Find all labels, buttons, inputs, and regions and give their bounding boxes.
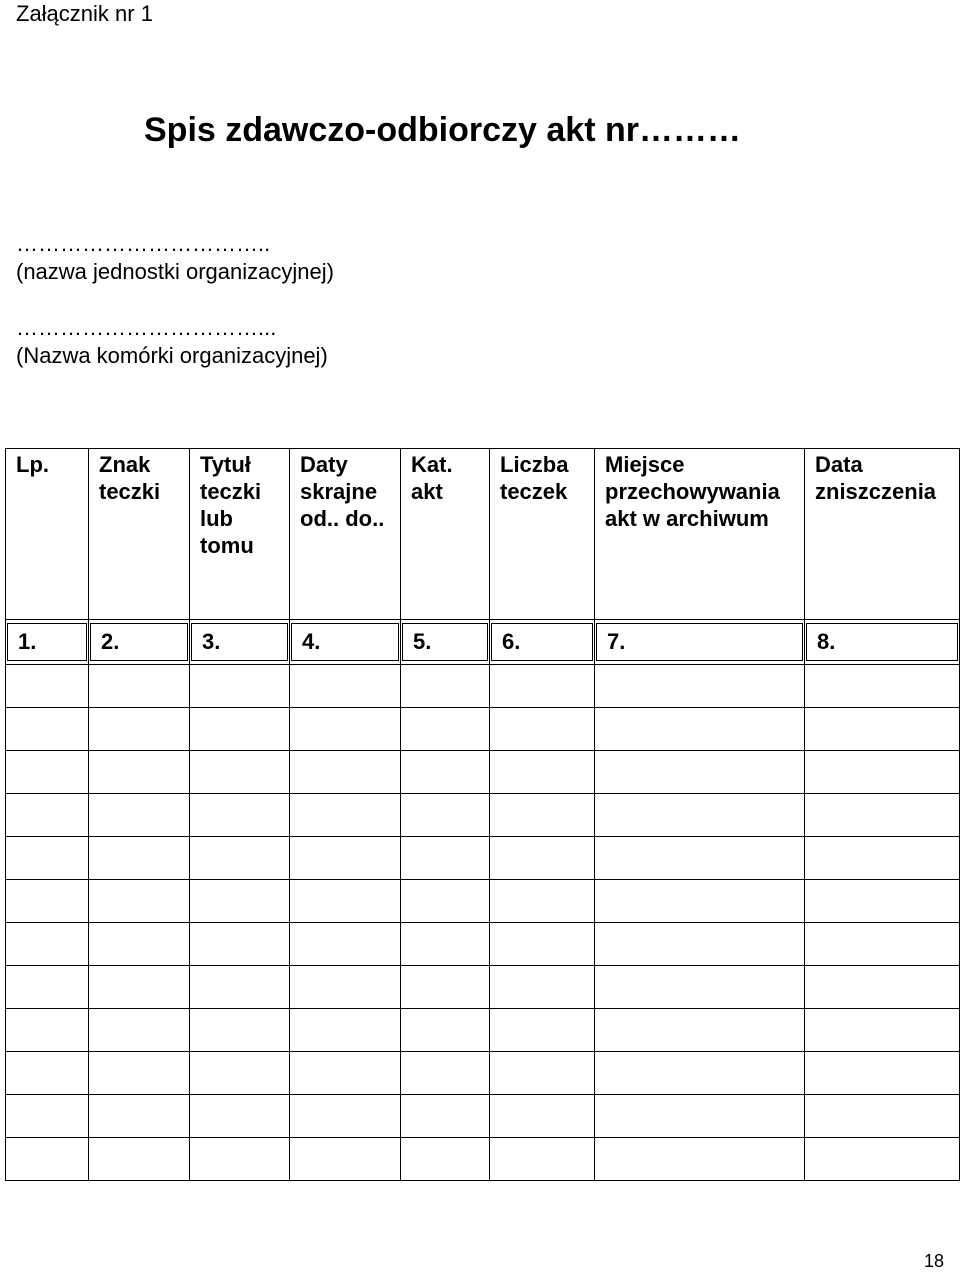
table-cell[interactable] [290,751,401,794]
table-cell[interactable] [490,751,595,794]
table-cell[interactable] [490,1095,595,1138]
table-cell[interactable] [190,1052,290,1095]
table-cell[interactable] [190,923,290,966]
column-number: 3. [191,623,288,661]
table-header-row [6,449,960,620]
table-cell[interactable] [190,966,290,1009]
annex-label: Załącznik nr 1 [16,1,153,26]
table-cell[interactable] [595,923,805,966]
table-cell[interactable] [89,966,190,1009]
table-cell[interactable] [6,794,89,837]
header-text: Liczba teczek [500,452,569,504]
table-row [6,966,960,1009]
column-number: 2. [90,623,188,661]
table-cell[interactable] [290,966,401,1009]
table-cell[interactable] [401,751,490,794]
table-body [6,665,960,1181]
column-number: 7. [596,623,803,661]
table-cell[interactable] [595,708,805,751]
table-cell[interactable] [190,1138,290,1181]
table-cell[interactable] [805,1095,960,1138]
column-number: 4. [291,623,399,661]
table-cell[interactable] [290,1052,401,1095]
table-row [6,708,960,751]
table-cell[interactable] [6,880,89,923]
header-cell-liczba [490,449,595,620]
table-row [6,665,960,708]
table-cell[interactable] [595,880,805,923]
table-cell[interactable] [89,751,190,794]
cell-name-label: (Nazwa komórki organizacyjnej) [16,343,328,368]
table-cell[interactable] [805,1138,960,1181]
table-cell[interactable] [595,665,805,708]
table-cell[interactable] [805,923,960,966]
table-cell[interactable] [290,794,401,837]
table-row [6,1052,960,1095]
inventory-table [5,448,960,1181]
table-cell[interactable] [401,880,490,923]
table-cell[interactable] [6,1138,89,1181]
number-cell [190,620,290,665]
table-cell[interactable] [89,923,190,966]
document-title: Spis zdawczo-odbiorczy akt nr……… [144,111,741,149]
column-number: 1. [7,623,87,661]
table-cell[interactable] [805,880,960,923]
table-cell[interactable] [401,837,490,880]
table-cell[interactable] [805,1052,960,1095]
table-cell[interactable] [595,751,805,794]
header-text: Znak teczki [99,452,161,504]
column-number: 8. [806,623,958,661]
table-cell[interactable] [401,1009,490,1052]
table-cell[interactable] [89,665,190,708]
table-cell[interactable] [190,665,290,708]
table-cell[interactable] [190,1009,290,1052]
table-cell[interactable] [595,1138,805,1181]
table-row [6,837,960,880]
header-cell-kat [401,449,490,620]
table-cell[interactable] [401,1138,490,1181]
number-cell [401,620,490,665]
table-cell[interactable] [89,1052,190,1095]
table-cell[interactable] [401,1052,490,1095]
table-cell[interactable] [490,708,595,751]
table-cell[interactable] [290,708,401,751]
table-cell[interactable] [89,880,190,923]
column-number: 5. [402,623,488,661]
table-cell[interactable] [595,794,805,837]
table-cell[interactable] [290,837,401,880]
header-text: Miejsce przechowywania akt w archiwum [605,452,780,531]
table-cell[interactable] [6,665,89,708]
table-row [6,880,960,923]
table-cell[interactable] [190,751,290,794]
unit-name-label: (nazwa jednostki organizacyjnej) [16,259,334,284]
table-row [6,1138,960,1181]
table-cell[interactable] [6,837,89,880]
table-cell[interactable] [6,1052,89,1095]
number-cell [89,620,190,665]
table-cell[interactable] [490,837,595,880]
header-text: Daty skrajne od.. do.. [300,452,385,531]
table-cell[interactable] [805,1009,960,1052]
header-text: Lp. [16,452,49,477]
table-row [6,923,960,966]
table-cell[interactable] [490,665,595,708]
header-cell-miejsce [595,449,805,620]
table-cell[interactable] [190,880,290,923]
table-cell[interactable] [595,1009,805,1052]
number-cell [290,620,401,665]
table-row [6,1009,960,1052]
table-cell[interactable] [401,966,490,1009]
table-cell[interactable] [805,708,960,751]
table-cell[interactable] [805,665,960,708]
table-cell[interactable] [401,923,490,966]
table-row [6,1095,960,1138]
table-cell[interactable] [595,966,805,1009]
table-cell[interactable] [89,837,190,880]
table-cell[interactable] [490,1052,595,1095]
table-cell[interactable] [490,794,595,837]
column-number-row [6,620,960,665]
column-number: 6. [491,623,593,661]
table-cell[interactable] [290,1009,401,1052]
table-cell[interactable] [290,923,401,966]
table-cell[interactable] [89,1009,190,1052]
table-cell[interactable] [805,751,960,794]
header-cell-daty [290,449,401,620]
header-cell-znak [89,449,190,620]
unit-name-placeholder: …………………………….. [16,231,271,256]
table-row [6,751,960,794]
table-cell[interactable] [190,708,290,751]
header-cell-lp [6,449,89,620]
table-cell[interactable] [290,665,401,708]
number-cell [6,620,89,665]
header-cell-data [805,449,960,620]
table-cell[interactable] [805,794,960,837]
table-cell[interactable] [89,794,190,837]
table-cell[interactable] [6,1095,89,1138]
table-cell[interactable] [490,880,595,923]
table-cell[interactable] [490,966,595,1009]
table-cell[interactable] [805,837,960,880]
table-cell[interactable] [89,1095,190,1138]
table-cell[interactable] [190,837,290,880]
table-cell[interactable] [401,708,490,751]
header-text: Kat. akt [411,452,453,504]
table-cell[interactable] [290,880,401,923]
header-text: Data zniszczenia [815,452,937,504]
table-cell[interactable] [401,1095,490,1138]
table-cell[interactable] [490,923,595,966]
table-cell[interactable] [805,966,960,1009]
table-cell[interactable] [6,966,89,1009]
table-cell[interactable] [6,751,89,794]
table-cell[interactable] [401,665,490,708]
table-cell[interactable] [595,837,805,880]
table-cell[interactable] [595,1052,805,1095]
number-cell [595,620,805,665]
table-cell[interactable] [89,1138,190,1181]
header-text: Tytuł teczki lub tomu [200,452,262,558]
page-number: 18 [923,1251,944,1271]
table-row [6,794,960,837]
table-cell[interactable] [490,1138,595,1181]
table-cell[interactable] [490,1009,595,1052]
table-cell[interactable] [6,1009,89,1052]
table-cell[interactable] [6,708,89,751]
table-cell[interactable] [89,708,190,751]
table-cell[interactable] [190,1095,290,1138]
table-cell[interactable] [401,794,490,837]
number-cell [805,620,960,665]
number-cell [490,620,595,665]
table-cell[interactable] [290,1138,401,1181]
table-cell[interactable] [6,923,89,966]
cell-name-placeholder: ……………………………... [16,315,277,340]
table-cell[interactable] [595,1095,805,1138]
table-cell[interactable] [190,794,290,837]
table-cell[interactable] [290,1095,401,1138]
header-cell-tytul [190,449,290,620]
